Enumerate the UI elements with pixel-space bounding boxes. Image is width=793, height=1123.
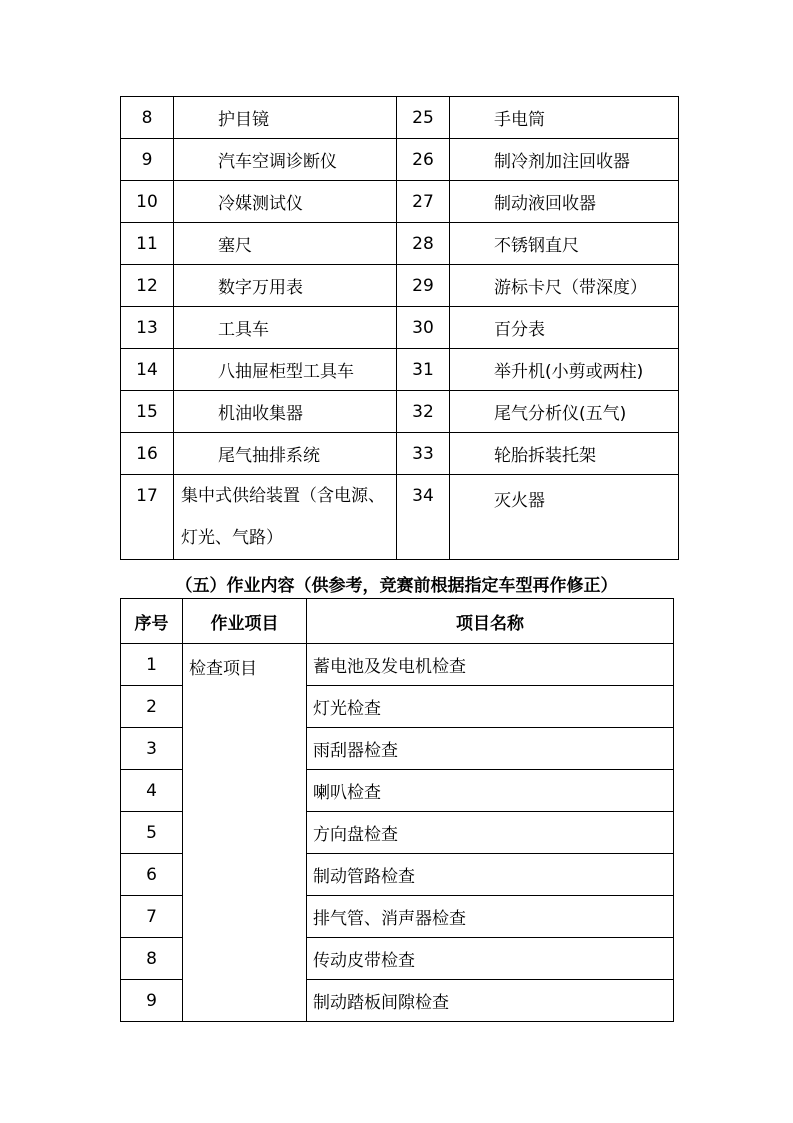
tool-number: 33 (397, 433, 450, 475)
tool-number: 15 (121, 391, 174, 433)
row-number: 8 (121, 938, 183, 980)
table-row (121, 265, 679, 307)
row-number: 3 (121, 728, 183, 770)
tool-number: 17 (121, 475, 174, 560)
item-name: 制动管路检查 (307, 854, 674, 896)
tool-number: 8 (121, 97, 174, 139)
tool-number: 11 (121, 223, 174, 265)
column-header-item: 项目名称 (307, 599, 674, 644)
tool-name: 百分表 (450, 307, 679, 349)
item-name: 雨刮器检查 (307, 728, 674, 770)
item-name: 方向盘检查 (307, 812, 674, 854)
row-number: 9 (121, 980, 183, 1022)
tool-number: 12 (121, 265, 174, 307)
tool-number: 10 (121, 181, 174, 223)
tool-number: 16 (121, 433, 174, 475)
tool-name: 制冷剂加注回收器 (450, 139, 679, 181)
row-number: 6 (121, 854, 183, 896)
tools-table (120, 96, 679, 560)
tool-name: 游标卡尺（带深度） (450, 265, 679, 307)
tool-number: 26 (397, 139, 450, 181)
column-header-category: 作业项目 (183, 599, 307, 644)
tool-number: 13 (121, 307, 174, 349)
item-name: 制动踏板间隙检查 (307, 980, 674, 1022)
work-category: 检查项目 (183, 644, 307, 1022)
table-row (121, 97, 679, 139)
item-name: 排气管、消声器检查 (307, 896, 674, 938)
work-content-table (120, 598, 674, 1022)
tool-number: 34 (397, 475, 450, 560)
item-name: 喇叭检查 (307, 770, 674, 812)
tool-name: 护目镜 (174, 97, 397, 139)
table-row (121, 307, 679, 349)
table-row (121, 475, 679, 560)
table-row (121, 181, 679, 223)
row-number: 2 (121, 686, 183, 728)
tool-name: 轮胎拆装托架 (450, 433, 679, 475)
tool-number: 30 (397, 307, 450, 349)
table-row (121, 644, 674, 686)
tool-name: 塞尺 (174, 223, 397, 265)
tool-name: 手电筒 (450, 97, 679, 139)
tool-name: 不锈钢直尺 (450, 223, 679, 265)
tool-name: 制动液回收器 (450, 181, 679, 223)
table-row (121, 349, 679, 391)
tool-number: 31 (397, 349, 450, 391)
item-name: 传动皮带检查 (307, 938, 674, 980)
tool-name: 尾气抽排系统 (174, 433, 397, 475)
table-row (121, 223, 679, 265)
tool-number: 32 (397, 391, 450, 433)
row-number: 5 (121, 812, 183, 854)
row-number: 7 (121, 896, 183, 938)
tool-number: 27 (397, 181, 450, 223)
section-title: （五）作业内容（供参考，竞赛前根据指定车型再作修正） (175, 576, 618, 596)
column-header-number: 序号 (121, 599, 183, 644)
tool-name: 冷媒测试仪 (174, 181, 397, 223)
tool-number: 9 (121, 139, 174, 181)
tool-name: 举升机(小剪或两柱) (450, 349, 679, 391)
item-name: 蓄电池及发电机检查 (307, 644, 674, 686)
tool-number: 14 (121, 349, 174, 391)
tool-name: 灭火器 (450, 475, 679, 560)
table-row (121, 391, 679, 433)
row-number: 4 (121, 770, 183, 812)
row-number: 1 (121, 644, 183, 686)
tool-name: 八抽屉柜型工具车 (174, 349, 397, 391)
item-name: 灯光检查 (307, 686, 674, 728)
table-header-row (121, 599, 674, 644)
tool-name: 尾气分析仪(五气) (450, 391, 679, 433)
tool-name: 汽车空调诊断仪 (174, 139, 397, 181)
table-row (121, 433, 679, 475)
tool-number: 29 (397, 265, 450, 307)
tool-number: 28 (397, 223, 450, 265)
tool-number: 25 (397, 97, 450, 139)
table-row (121, 139, 679, 181)
tool-name: 机油收集器 (174, 391, 397, 433)
tool-name: 工具车 (174, 307, 397, 349)
tool-name: 数字万用表 (174, 265, 397, 307)
tool-name: 集中式供给装置（含电源、灯光、气路） (174, 475, 397, 560)
